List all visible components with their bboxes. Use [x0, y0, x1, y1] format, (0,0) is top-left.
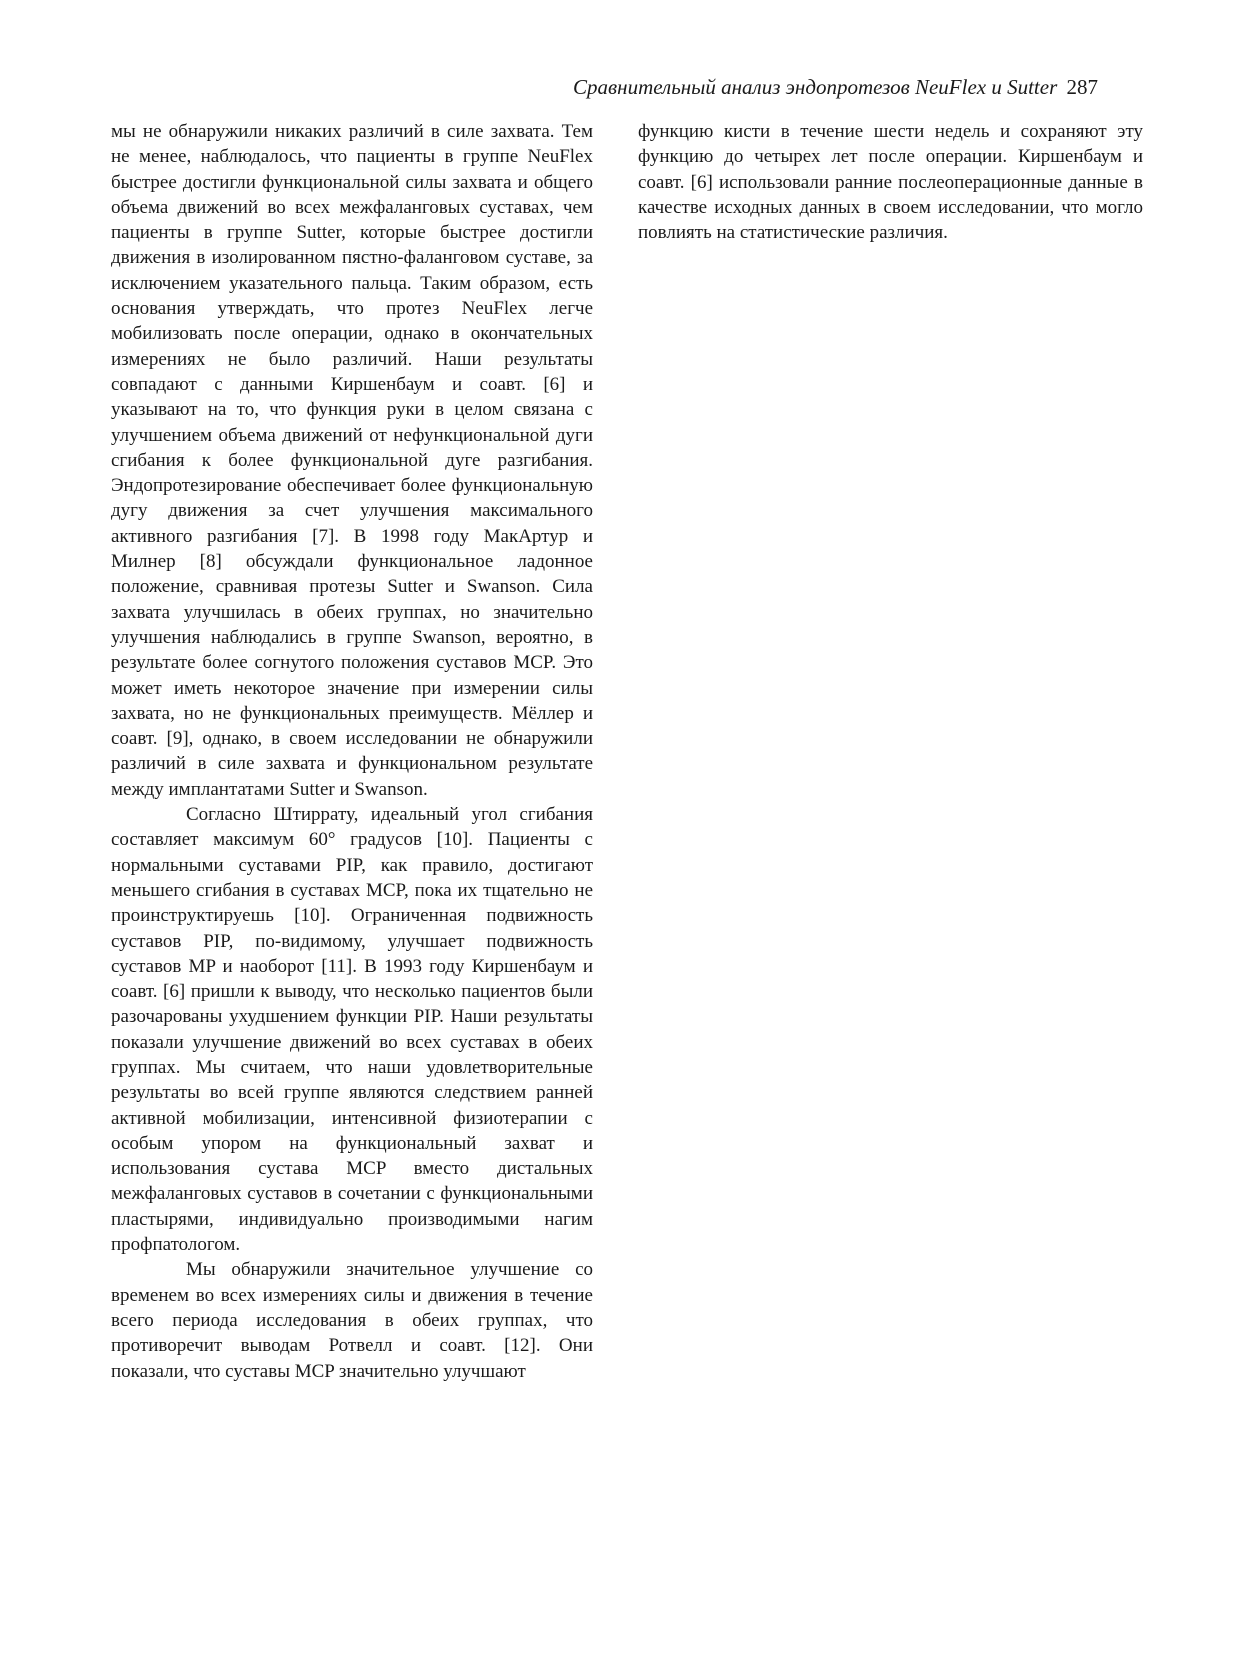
page-number: 287: [1066, 75, 1098, 99]
left-column: [111, 119, 593, 1384]
right-column: [638, 119, 1143, 245]
paragraph: Согласно Штиррату, идеальный угол сгибания составляет максимум 60° градусов [10]. Пациенты с нормальными суставами PIP, как правило, достигают меньшего сгибания в суставах MCP, пока их тщательно не проинструктируешь [10]. Ограниченная подвижность суставов PIP, по-видимому, улучшает подвижность суставов MP и наоборот [11]. В 1993 году Киршенбаум и соавт. [6] пришли к выводу, что несколько пациентов были разочарованы ухудшением функции PIP. Наши результаты показали улучшение движений во всех суставах в обеих группах. Мы считаем, что наши удовлетворительные результаты во всей группе являются следствием ранней активной мобилизации, интенсивной физиотерапии с особым упором на функциональный захват и использования сустава MCP вместо дистальных межфаланговых суставов в сочетании с функциональными пластырями, индивидуально производимыми нагим профпатологом.: [111, 804, 593, 1256]
running-title: Сравнительный анализ эндопротезов NeuFlex и Sutter: [573, 75, 1058, 99]
paragraph: мы не обнаружили никаких различий в силе захвата. Тем не менее, наблюдалось, что пациенты в группе NeuFlex быстрее достигли функциональной силы захвата и общего объема движений во всех межфаланговых суставах, чем пациенты в группе Sutter, которые быстрее достигли движения в изолированном пястно-фаланговом суставе, за исключением указательного пальца. Таким образом, есть основания утверждать, что протез NeuFlex легче мобилизовать после операции, однако в окончательных измерениях не было различий. Наши результаты совпадают с данными Киршенбаум и соавт. [6] и указывают на то, что функция руки в целом связана с улучшением объема движений от нефункциональной дуги сгибания к более функциональной дуге разгибания. Эндопротезирование обеспечивает более функциональную дугу движения за счет улучшения максимального активного разгибания [7]. В 1998 году МакАртур и Милнер [8] обсуждали функциональное ладонное положение, сравнивая протезы Sutter и Swanson. Сила захвата улучшилась в обеих группах, но значительно улучшения наблюдались в группе Swanson, вероятно, в результате более согнутого положения суставов MCP. Это может иметь некоторое значение при измерении силы захвата, но не функциональных преимуществ. Мёллер и соавт. [9], однако, в своем исследовании не обнаружили различий в силе захвата и функциональном результате между имплантатами Sutter и Swanson.: [111, 121, 593, 800]
paragraph: функцию кисти в течение шести недель и сохраняют эту функцию до четырех лет после операции. Киршенбаум и соавт. [6] использовали ранние послеоперационные данные в качестве исходных данных в своем исследовании, что могло повлиять на статистические различия.: [638, 121, 1143, 244]
running-header: [573, 72, 1098, 102]
paragraph: Мы обнаружили значительное улучшение со временем во всех измерениях силы и движения в течение всего периода исследования в обеих группах, что противоречит выводам Ротвелл и соавт. [12]. Они показали, что суставы MCP значительно улучшают: [111, 1259, 593, 1382]
